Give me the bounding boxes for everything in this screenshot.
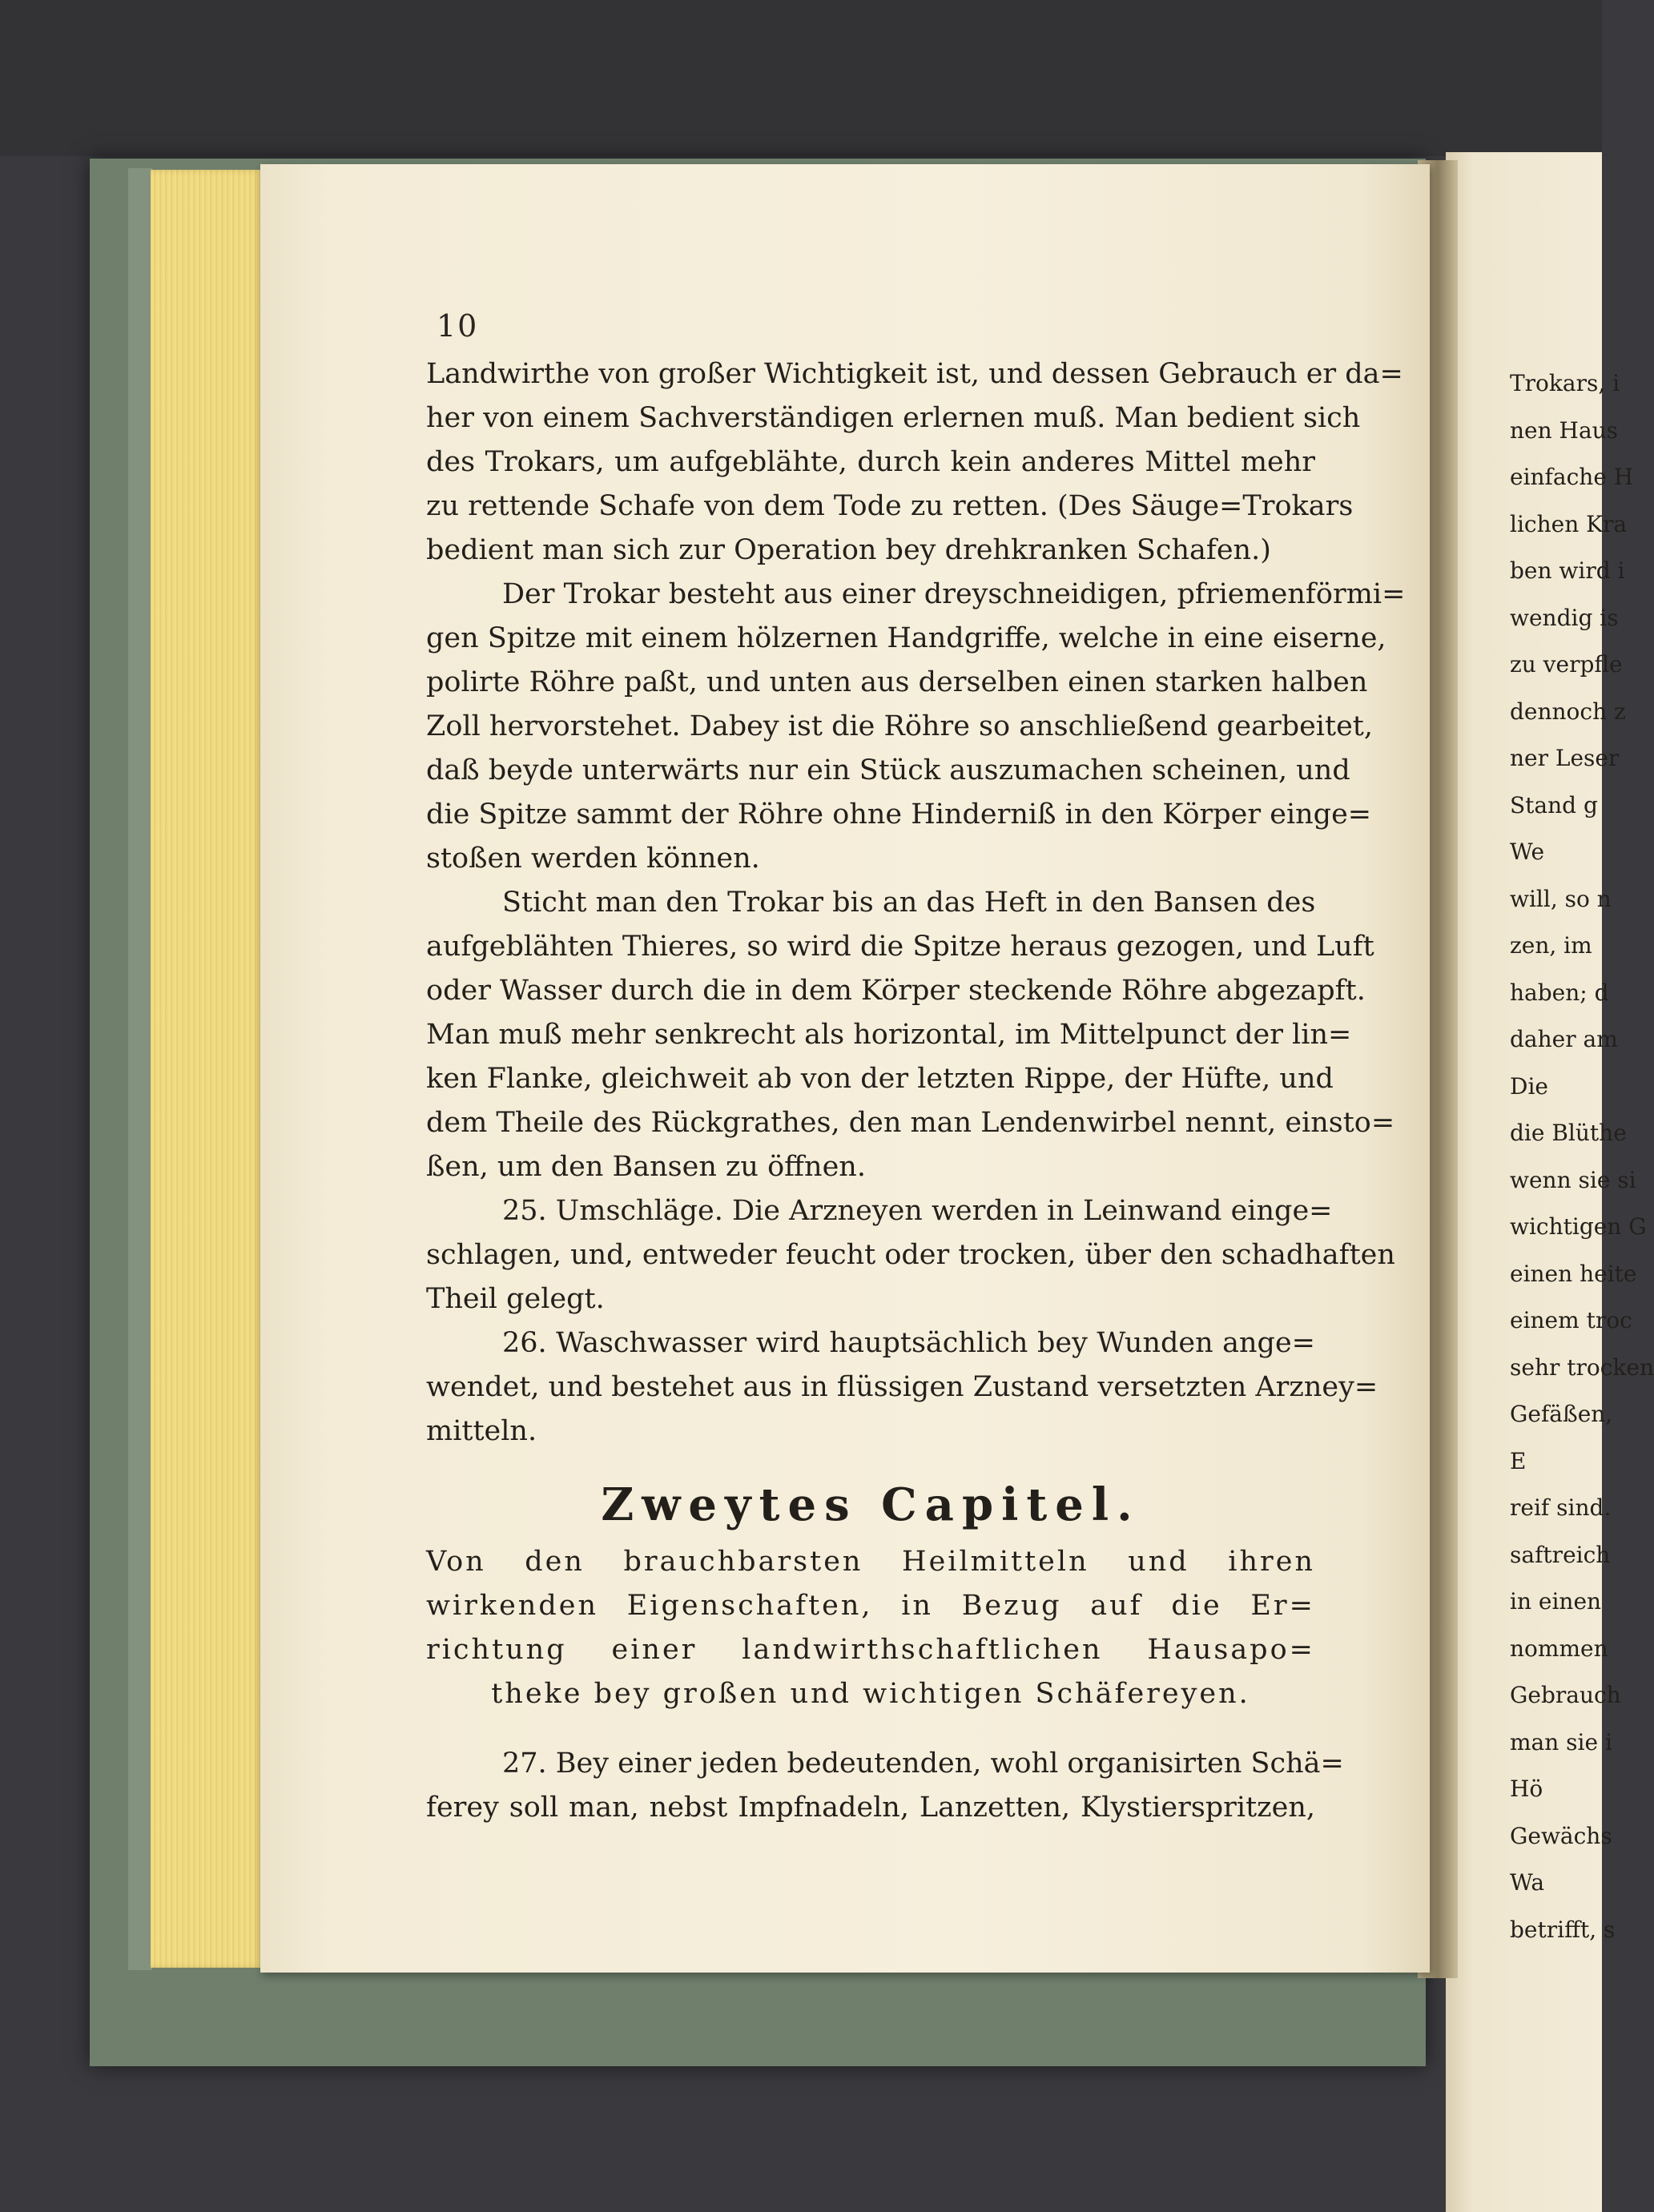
- right-page-line: saftreich: [1510, 1541, 1611, 1568]
- section-gap: [426, 1716, 1315, 1742]
- right-page-line: Stand g: [1510, 791, 1598, 818]
- right-page-line: ner Leser: [1510, 745, 1620, 771]
- text-line: 26. Waschwasser wird hauptsächlich bey Wunden ange=: [502, 1327, 1315, 1359]
- text-line: Theil gelegt.: [426, 1283, 605, 1315]
- right-page-line: in einen: [1510, 1588, 1602, 1615]
- right-page-line: betrifft, s: [1510, 1916, 1616, 1943]
- right-page-line: nommen: [1510, 1635, 1608, 1662]
- right-page-line: will, so n: [1510, 885, 1612, 912]
- right-page-line: einen heite: [1510, 1260, 1637, 1287]
- right-page-line: Gewächs: [1510, 1822, 1612, 1849]
- right-page-line: daher am: [1510, 1026, 1618, 1052]
- subtitle-line: Von den brauchbarsten Heilmitteln und ihren: [426, 1546, 1315, 1578]
- text-line: ken Flanke, gleichweit ab von der letzten Rippe, der Hüfte, und: [426, 1063, 1334, 1095]
- text-line: stoßen werden können.: [426, 843, 760, 875]
- right-page-line: sehr trocken: [1510, 1353, 1654, 1381]
- right-page-line: nen Haus: [1510, 416, 1619, 444]
- right-page-line: lichen Kra: [1510, 510, 1628, 537]
- text-line: Landwirthe von großer Wichtigkeit ist, und dessen Gebrauch er da=: [426, 358, 1403, 390]
- subtitle-line: richtung einer landwirthschaftlichen Hausapo=: [426, 1634, 1315, 1666]
- page-number: 10: [437, 308, 479, 344]
- right-page-line: E: [1510, 1447, 1527, 1474]
- right-page-line: Die: [1510, 1072, 1548, 1100]
- page-edges: [151, 170, 264, 1968]
- right-page-line: reif sind.: [1510, 1494, 1612, 1521]
- cover-edge: [128, 168, 152, 1970]
- text-line: Der Trokar besteht aus einer dreyschneidigen, pfriemenförmi=: [502, 578, 1406, 610]
- text-line: gen Spitze mit einem hölzernen Handgriffe, welche in eine eiserne,: [426, 622, 1386, 654]
- text-line: schlagen, und, entweder feucht oder trocken, über den schadhaften: [426, 1239, 1395, 1271]
- right-page-line: man sie i: [1510, 1728, 1612, 1756]
- text-line: zu rettende Schafe von dem Tode zu retten. (Des Säuge=Trokars: [426, 490, 1354, 522]
- page-body: [426, 352, 1406, 1830]
- chapter-subtitle: [426, 1540, 1315, 1716]
- text-line: ßen, um den Bansen zu öffnen.: [426, 1151, 866, 1183]
- right-page-line: dennoch z: [1510, 698, 1626, 725]
- text-line: polirte Röhre paßt, und unten aus derselben einen starken halben: [426, 666, 1368, 698]
- text-line: her von einem Sachverständigen erlernen muß. Man bedient sich: [426, 402, 1361, 434]
- right-page-line: ben wird i: [1510, 557, 1625, 584]
- right-page-line: We: [1510, 839, 1545, 865]
- text-line: bedient man sich zur Operation bey drehkranken Schafen.): [426, 534, 1271, 566]
- text-line: 27. Bey einer jeden bedeutenden, wohl organisirten Schä=: [502, 1747, 1344, 1780]
- right-page-line: Wa: [1510, 1869, 1545, 1896]
- right-page-line: Trokars, i: [1510, 370, 1620, 396]
- text-line: wendet, und bestehet aus in flüssigen Zustand versetzten Arzney=: [426, 1371, 1378, 1403]
- right-page-line: wichtigen G: [1510, 1213, 1647, 1240]
- subtitle-line: wirkenden Eigenschaften, in Bezug auf die Er=: [426, 1590, 1315, 1622]
- right-page-line: die Blüthe: [1510, 1120, 1627, 1146]
- text-line: Sticht man den Trokar bis an das Heft in den Bansen des: [502, 887, 1316, 919]
- text-line: Zoll hervorstehet. Dabey ist die Röhre so anschließend gearbeitet,: [426, 710, 1373, 742]
- right-page-line: Gefäßen,: [1510, 1401, 1613, 1427]
- right-page-line: Hö: [1510, 1776, 1543, 1802]
- text-line: oder Wasser durch die in dem Körper steckende Röhre abgezapft.: [426, 975, 1366, 1007]
- right-page-line: wenn sie si: [1510, 1166, 1636, 1193]
- scan-backdrop: [0, 0, 1602, 156]
- text-line: Man muß mehr senkrecht als horizontal, im Mittelpunct der lin=: [426, 1019, 1352, 1051]
- text-line: mitteln.: [426, 1415, 537, 1447]
- text-line: 25. Umschläge. Die Arzneyen werden in Leinwand einge=: [502, 1195, 1333, 1227]
- right-page-line: wendig is: [1510, 604, 1619, 631]
- text-line: daß beyde unterwärts nur ein Stück auszumachen scheinen, und: [426, 754, 1350, 786]
- text-line: aufgeblähten Thieres, so wird die Spitze heraus gezogen, und Luft: [426, 931, 1374, 963]
- subtitle-line: theke bey großen und wichtigen Schäfereyen.: [491, 1678, 1250, 1710]
- text-line: ferey soll man, nebst Impfnadeln, Lanzetten, Klystierspritzen,: [426, 1792, 1315, 1824]
- right-page-line: zu verpfle: [1510, 651, 1623, 678]
- right-page-line: einfache H: [1510, 464, 1634, 490]
- text-line: dem Theile des Rückgrathes, den man Lendenwirbel nennt, einsto=: [426, 1107, 1395, 1139]
- right-page-text: [1510, 360, 1654, 1953]
- text-line: des Trokars, um aufgeblähte, durch kein anderes Mittel mehr: [426, 446, 1315, 478]
- right-page-line: Gebrauch: [1510, 1682, 1621, 1708]
- text-line: die Spitze sammt der Röhre ohne Hinderniß in den Körper einge=: [426, 798, 1372, 831]
- right-page-line: einem troc: [1510, 1307, 1632, 1333]
- right-page-line: zen, im: [1510, 932, 1592, 959]
- right-page-line: haben; d: [1510, 979, 1609, 1006]
- chapter-heading: Zweytes Capitel.: [601, 1478, 1141, 1531]
